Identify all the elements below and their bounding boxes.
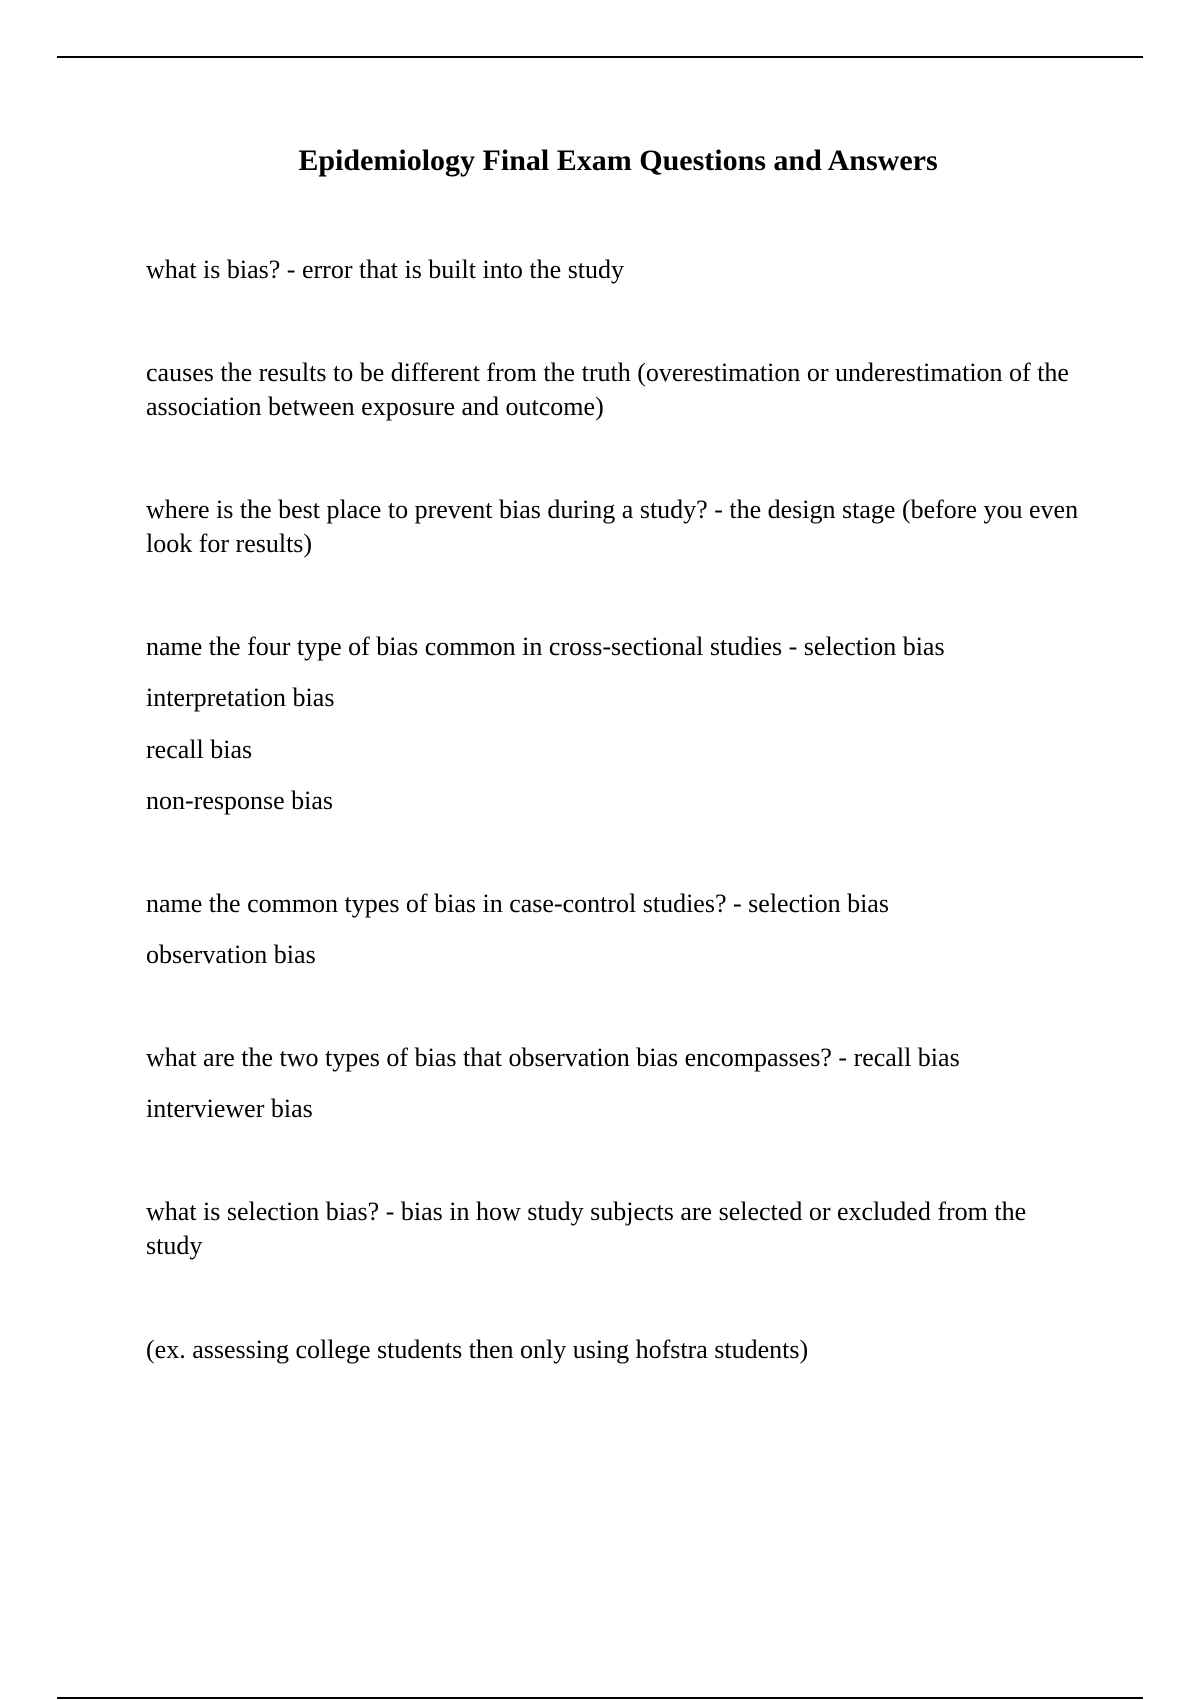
- document-title: Epidemiology Final Exam Questions and Answers: [298, 144, 938, 177]
- qa-paragraph: what is selection bias? - bias in how study subjects are selected or excluded from the study: [146, 1197, 1027, 1260]
- qa-paragraph: non-response bias: [146, 786, 334, 815]
- qa-paragraph: (ex. assessing college students then only using hofstra students): [146, 1335, 809, 1364]
- qa-paragraph: observation bias: [146, 940, 316, 969]
- bottom-rule: [57, 1697, 1143, 1699]
- qa-paragraph: causes the results to be different from the truth (overestimation or underestimation of the association between exposure and outcome): [146, 358, 1069, 421]
- qa-paragraph: what is bias? - error that is built into the study: [146, 255, 625, 284]
- top-rule: [57, 56, 1143, 58]
- qa-paragraph: interpretation bias: [146, 683, 335, 712]
- qa-paragraph: name the common types of bias in case-control studies? - selection bias: [146, 889, 889, 918]
- qa-paragraph: interviewer bias: [146, 1094, 313, 1123]
- qa-paragraph: what are the two types of bias that observation bias encompasses? - recall bias: [146, 1043, 960, 1072]
- qa-paragraph: recall bias: [146, 735, 253, 764]
- qa-paragraph: where is the best place to prevent bias during a study? - the design stage (before you even look for results): [146, 495, 1079, 558]
- qa-paragraph: name the four type of bias common in cross-sectional studies - selection bias: [146, 632, 945, 661]
